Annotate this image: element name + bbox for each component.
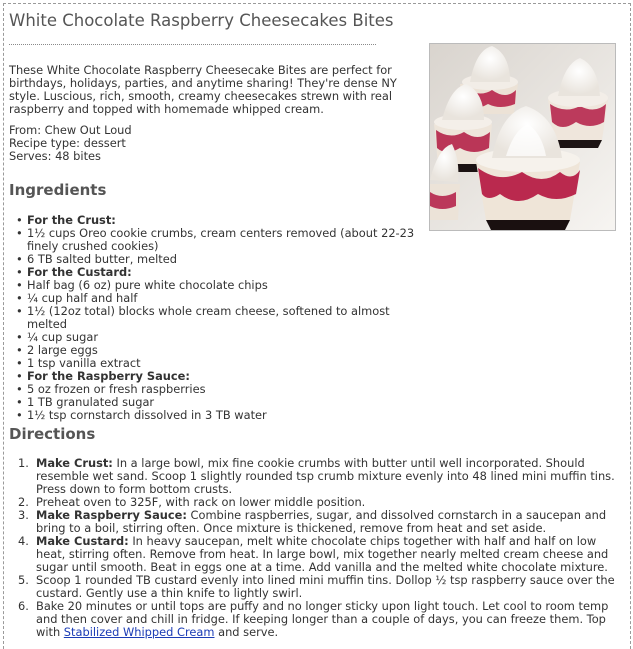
ingredient-item: • 1 TB granulated sugar — [16, 395, 155, 409]
recipe-type: Recipe type: dessert — [9, 136, 126, 150]
ingredient-item: • 6 TB salted butter, melted — [16, 252, 177, 266]
ingredients-heading: Ingredients — [9, 181, 107, 199]
recipe-title: White Chocolate Raspberry Cheesecakes Bites — [9, 11, 394, 30]
step-label: Make Raspberry Sauce: — [36, 508, 187, 522]
step-text: Bake 20 minutes or until tops are puffy and no longer sticky upon light touch. Let cool to room temp and then cover and chill in fridge. If keeping longer than a couple of days, you can freeze them. Top with — [36, 599, 609, 639]
recipe-source: From: Chew Out Loud — [9, 123, 132, 137]
direction-step — [9, 509, 617, 535]
ingredients-list — [9, 214, 419, 422]
stabilized-whipped-cream-link[interactable]: Stabilized Whipped Cream — [63, 625, 215, 639]
step-text: Scoop 1 rounded TB custard evenly into lined mini muffin tins. Dollop ½ tsp raspberry sauce over the custard. Gently use a thin knife to lightly swirl. — [36, 573, 615, 600]
bullet-icon: • — [16, 382, 23, 396]
recipe-yield: Serves: 48 bites — [9, 149, 101, 163]
step-text-end: and serve. — [214, 625, 279, 639]
ingredient-item: • Half bag (6 oz) pure white chocolate chips — [16, 278, 268, 292]
cheesecake-photo — [429, 43, 616, 231]
ingredient-item: • 1½ cups Oreo cookie crumbs, cream centers removed (about 22-23 finely crushed cookies) — [16, 226, 415, 253]
ingredient-item: • 2 large eggs — [16, 343, 98, 357]
recipe-meta — [9, 124, 132, 163]
bullet-icon: • — [16, 291, 23, 305]
bullet-icon: • — [16, 408, 23, 422]
step-text: Combine raspberries, sugar, and dissolved cornstarch in a saucepan and bring to a boil, stirring often. Once mixture is thickened, remove from heat and set aside. — [36, 508, 607, 535]
bullet-icon: • — [16, 252, 23, 266]
step-text: In heavy saucepan, melt white chocolate chips together with half and half on low heat, stirring often. Remove from heat. In large bowl, mix together nearly melted cream cheese and sugar until smooth. Beat in eggs one at a time. Add vanilla and the melted white chocolate mixture. — [36, 534, 609, 574]
step-text: In a large bowl, mix fine cookie crumbs with butter until well incorporated. Should resemble wet sand. Scoop 1 slightly rounded tsp crumb mixture evenly into 48 lined mini muffin tins. Press down to form bottom crusts. — [36, 456, 615, 496]
ingredient-item: • ¼ cup half and half — [16, 291, 138, 305]
ingredient-item: • 1 tsp vanilla extract — [16, 356, 141, 370]
ingredient-section: • For the Custard: — [16, 265, 132, 279]
step-number: 4. — [18, 534, 29, 548]
step-number: 2. — [18, 495, 29, 509]
title-divider — [9, 44, 376, 45]
ingredient-item: • 5 oz frozen or fresh raspberries — [16, 382, 206, 396]
step-number: 3. — [18, 508, 29, 522]
bullet-icon: • — [16, 330, 23, 344]
step-number: 5. — [18, 573, 29, 587]
step-number: 1. — [18, 456, 29, 470]
ingredient-item: • 1½ tsp cornstarch dissolved in 3 TB water — [16, 408, 267, 422]
bullet-icon: • — [16, 343, 23, 357]
directions-list — [9, 457, 617, 639]
cheesecake-image — [430, 44, 616, 231]
step-number: 6. — [18, 599, 29, 613]
direction-step — [9, 600, 617, 639]
bullet-icon: • — [16, 265, 23, 279]
direction-step — [9, 457, 617, 496]
bullet-icon: • — [16, 369, 23, 383]
direction-step — [9, 535, 617, 574]
recipe-summary: These White Chocolate Raspberry Cheesecake Bites are perfect for birthdays, holidays, parties, and anytime sharing! They're dense NY style. Luscious, rich, smooth, creamy cheesecakes strewn with real raspberry and topped with homemade whipped cream. — [9, 63, 397, 116]
ingredient-item: • ¼ cup sugar — [16, 330, 99, 344]
step-text: Preheat oven to 325F, with rack on lower middle position. — [36, 495, 366, 509]
bullet-icon: • — [16, 395, 23, 409]
bullet-icon: • — [16, 304, 23, 318]
directions-heading: Directions — [9, 425, 96, 443]
bullet-icon: • — [16, 213, 23, 227]
bullet-icon: • — [16, 356, 23, 370]
ingredient-section: • For the Raspberry Sauce: — [16, 369, 190, 383]
step-label: Make Custard: — [36, 534, 129, 548]
bullet-icon: • — [16, 226, 23, 240]
ingredient-section: • For the Crust: — [16, 213, 116, 227]
step-label: Make Crust: — [36, 456, 113, 470]
ingredient-item: • 1½ (12oz total) blocks whole cream cheese, softened to almost melted — [16, 304, 390, 331]
direction-step — [9, 574, 617, 600]
bullet-icon: • — [16, 278, 23, 292]
